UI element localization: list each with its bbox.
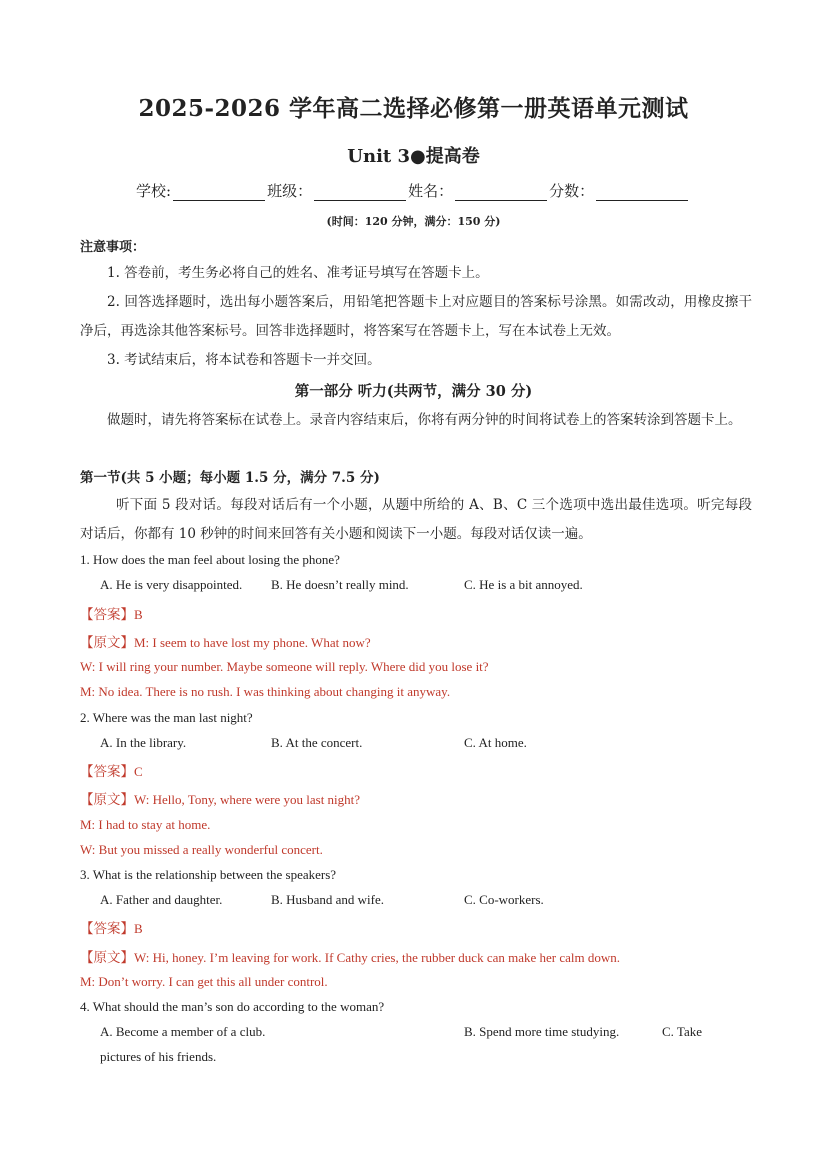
- section1-instruction: 听下面 5 段对话。每段对话后有一个小题，从题中所给的 A、B、C 三个选项中选出最佳选项。听完每段对话后，你都有 10 秒钟的时间来回答有关小题和阅读下一小题。每段对话仅读一遍。: [80, 497, 752, 542]
- question-3-option-b: B. Husband and wife.: [271, 892, 385, 907]
- question-4-option-b: B. Spend more time studying.: [464, 1024, 620, 1039]
- transcript-label: 【原文】: [80, 635, 134, 651]
- question-2-answer: [80, 760, 143, 780]
- notice-item-2: 2. 回答选择题时，选出每小题答案后，用铅笔把答题卡上对应题目的答案标号涂黑。如需改动，用橡皮擦干净后，再选涂其他答案标号。回答非选择题时，将答案写在答题卡上，写在本试卷上无效。: [80, 294, 752, 339]
- question-1-option-c: C. He is a bit annoyed.: [464, 577, 583, 592]
- question-1-answer: [80, 603, 143, 623]
- question-1-transcript-line-1: [80, 631, 371, 651]
- exam-title: 2025-2026 学年高二选择必修第一册英语单元测试: [138, 95, 689, 122]
- question-1-transcript-line-2: W: I will ring your number. Maybe someone will reply. Where did you lose it?: [80, 659, 489, 674]
- answer-value: B: [134, 921, 143, 936]
- question-2-option-c: C. At home.: [464, 735, 527, 750]
- question-4-option-c-continuation: pictures of his friends.: [100, 1049, 217, 1064]
- transcript-label: 【原文】: [80, 950, 134, 966]
- answer-label: 【答案】: [80, 764, 134, 780]
- school-label: 学校:: [136, 182, 172, 200]
- answer-value: B: [134, 607, 143, 622]
- student-info-row: [136, 180, 690, 201]
- question-1-option-a: A. He is very disappointed.: [100, 577, 243, 592]
- question-3-answer: [80, 917, 143, 937]
- answer-label: 【答案】: [80, 921, 134, 937]
- question-4-stem: 4. What should the man’s son do according to the woman?: [80, 999, 385, 1014]
- transcript-text: W: Hi, honey. I’m leaving for work. If Cathy cries, the rubber duck can make her calm down.: [134, 950, 621, 965]
- transcript-text: M: I seem to have lost my phone. What now?: [134, 635, 371, 650]
- school-blank[interactable]: [173, 184, 265, 201]
- question-2-option-a: A. In the library.: [100, 735, 187, 750]
- part1-title: 第一部分 听力(共两节，满分 30 分): [294, 383, 533, 400]
- question-1-transcript-line-3: M: No idea. There is no rush. I was thinking about changing it anyway.: [80, 684, 451, 699]
- exam-subtitle: Unit 3●提高卷: [347, 146, 480, 167]
- transcript-text: W: Hello, Tony, where were you last night?: [134, 792, 361, 807]
- question-2-stem: 2. Where was the man last night?: [80, 710, 253, 725]
- name-label: 姓名：: [408, 182, 454, 200]
- section1-title: 第一节(共 5 小题；每小题 1.5 分，满分 7.5 分): [80, 470, 380, 486]
- question-3-option-c: C. Co-workers.: [464, 892, 544, 907]
- question-2-option-b: B. At the concert.: [271, 735, 363, 750]
- question-2-transcript-line-2: M: I had to stay at home.: [80, 817, 211, 832]
- question-4-option-c: C. Take: [662, 1024, 703, 1039]
- question-3-transcript-line-2: M: Don’t worry. I can get this all under control.: [80, 974, 328, 989]
- name-blank[interactable]: [455, 184, 547, 201]
- score-label: 分数：: [549, 182, 595, 200]
- class-label: 班级：: [267, 182, 313, 200]
- answer-label: 【答案】: [80, 607, 134, 623]
- transcript-label: 【原文】: [80, 792, 134, 808]
- notice-item-3: 3. 考试结束后，将本试卷和答题卡一并交回。: [107, 352, 381, 368]
- question-2-transcript-line-1: [80, 788, 360, 808]
- part1-instruction: 做题时，请先将答案标在试卷上。录音内容结束后，你将有两分钟的时间将试卷上的答案转涂到答题卡上。: [107, 412, 742, 428]
- question-3-transcript-line-1: [80, 946, 620, 966]
- notice-title: 注意事项：: [80, 240, 146, 255]
- question-4-option-a: A. Become a member of a club.: [100, 1024, 266, 1039]
- class-blank[interactable]: [314, 184, 406, 201]
- notice-item-1: 1. 答卷前，考生务必将自己的姓名、准考证号填写在答题卡上。: [107, 265, 489, 281]
- answer-value: C: [134, 764, 143, 779]
- question-3-stem: 3. What is the relationship between the speakers?: [80, 867, 337, 882]
- question-1-option-b: B. He doesn’t really mind.: [271, 577, 409, 592]
- score-blank[interactable]: [596, 184, 688, 201]
- time-note: (时间：120 分钟，满分：150 分): [326, 215, 501, 228]
- question-1-stem: 1. How does the man feel about losing the phone?: [80, 552, 340, 567]
- question-3-option-a: A. Father and daughter.: [100, 892, 223, 907]
- question-2-transcript-line-3: W: But you missed a really wonderful concert.: [80, 842, 323, 857]
